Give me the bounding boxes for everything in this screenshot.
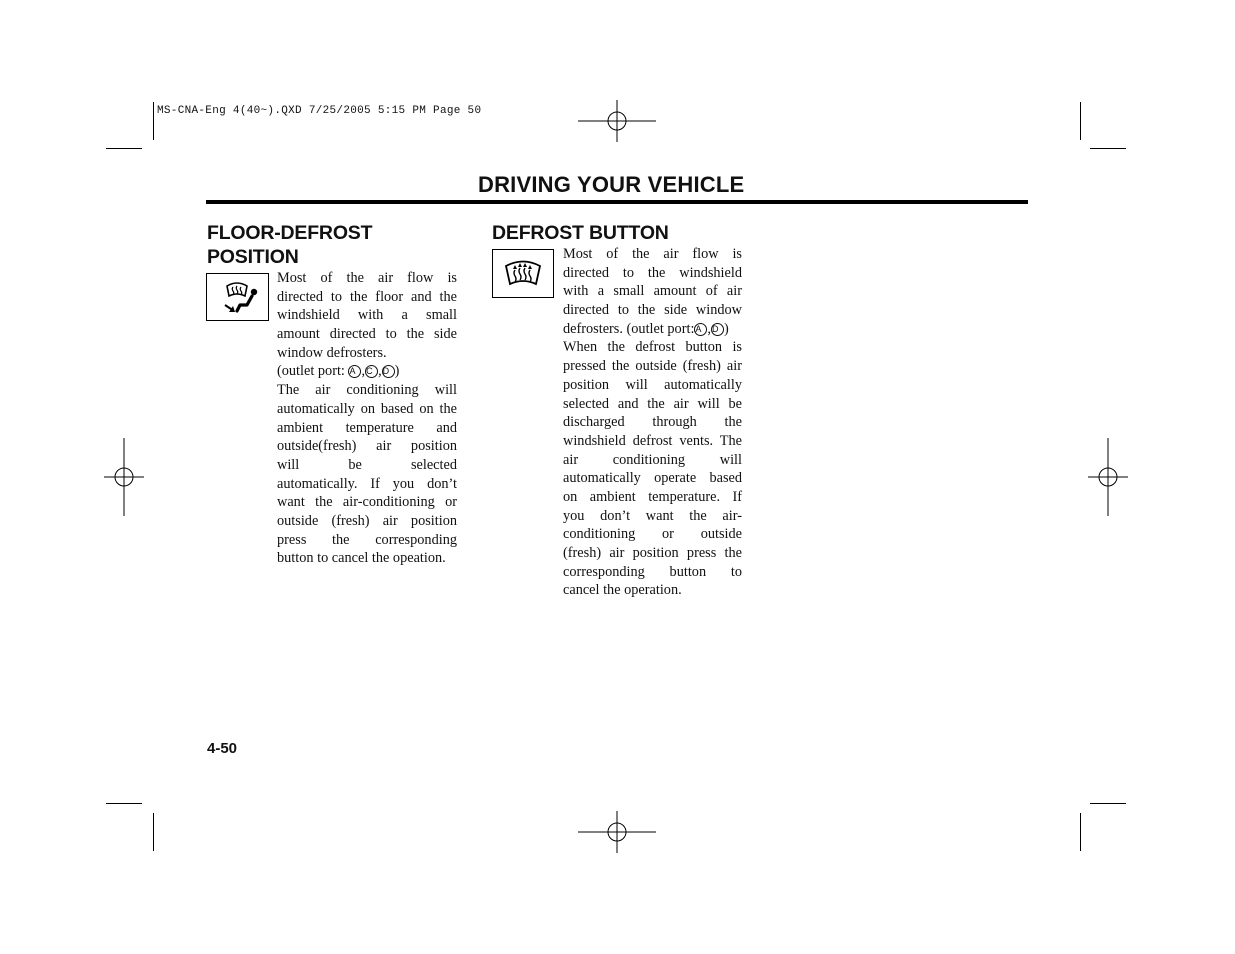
outlet-port-badge: D [711,323,724,336]
crop-mark [1080,102,1081,140]
crop-mark [153,102,154,140]
body-line: on ambient temperature. If [563,488,742,505]
floor-defrost-icon [207,274,268,320]
body-line: automatically operate based [563,470,742,487]
defrost-button-body [563,245,742,600]
defrost-icon-box [492,249,554,298]
body-line: will be selected [277,456,457,473]
body-line: button to cancel the opeation. [277,550,446,567]
body-line: (fresh) air position press the [563,545,742,561]
outlet-port-badge: A [694,323,707,336]
page-number: 4-50 [207,740,238,757]
registration-mark-right [1088,438,1128,516]
body-line: Most of the air flow is [563,246,742,262]
body-line: conditioning or outside [563,526,742,543]
crop-mark [1090,148,1126,149]
defrost-button-heading: DEFROST BUTTON [492,222,669,244]
body-line: directed to the floor and the [277,288,457,305]
body-line: corresponding button to [563,563,742,580]
body-line: position will automatically [563,376,742,393]
floor-defrost-heading-line2: POSITION [207,246,299,268]
body-line: selected and the air will be [563,395,742,412]
body-line: outside (fresh) air position [277,512,457,529]
body-line: want the air-conditioning or [277,494,457,511]
outlet-port-badge: C [365,365,378,378]
body-line: windshield defrost vents. The [563,432,742,449]
crop-mark [1090,803,1126,804]
body-line: cancel the operation. [563,582,682,599]
body-line: outside(fresh) air position [277,438,457,455]
outlet-port-badge: D [382,365,395,378]
floor-defrost-heading-line1: FLOOR-DEFROST [207,222,373,244]
page-title-text: DRIVING YOUR VEHICLE [478,172,745,197]
body-line: Most of the air flow is [277,270,457,286]
body-line: directed to the windshield [563,264,742,281]
body-line: directed to the side window [563,302,742,319]
header-rule [206,200,1028,204]
outlet-port-line: (outlet port: A ,C ,D ) [277,363,400,380]
outlet-port-label: (outlet port: [277,363,349,380]
print-slug-line: MS-CNA-Eng 4(40~).QXD 7/25/2005 5:15 PM Page 50 [157,105,482,117]
floor-defrost-heading [207,221,372,269]
body-line: When the defrost button is [563,339,742,356]
body-line: discharged through the [563,414,742,431]
body-line: ambient temperature and [277,419,457,436]
body-line: automatically. If you don’t [277,475,457,492]
outlet-port-label: defrosters. (outlet port: [563,320,695,337]
windshield-defrost-icon [493,250,553,297]
registration-mark-left [104,438,144,516]
floor-defrost-icon-box [206,273,269,321]
crop-mark [153,813,154,851]
crop-mark [106,148,142,149]
floor-defrost-body [277,269,457,568]
outlet-port-badge: A [348,365,361,378]
body-line: you don’t want the air- [563,507,742,524]
body-line: automatically on based on the [277,400,457,417]
body-line: window defrosters. [277,344,387,361]
crop-mark [1080,813,1081,851]
body-line: windshield with a small [277,307,457,324]
body-line: air conditioning will [563,451,742,468]
body-line: press the corresponding [277,531,457,548]
crop-mark [106,803,142,804]
registration-mark-bottom [578,811,656,853]
body-line: amount directed to the side [277,326,457,343]
body-line: with a small amount of air [563,283,742,300]
body-line: pressed the outside (fresh) air [563,358,742,375]
outlet-port-line: defrosters. (outlet port:A ,D ) [563,320,729,337]
body-line: The air conditioning will [277,382,457,399]
registration-mark-top [578,100,656,142]
page-title [478,172,744,198]
